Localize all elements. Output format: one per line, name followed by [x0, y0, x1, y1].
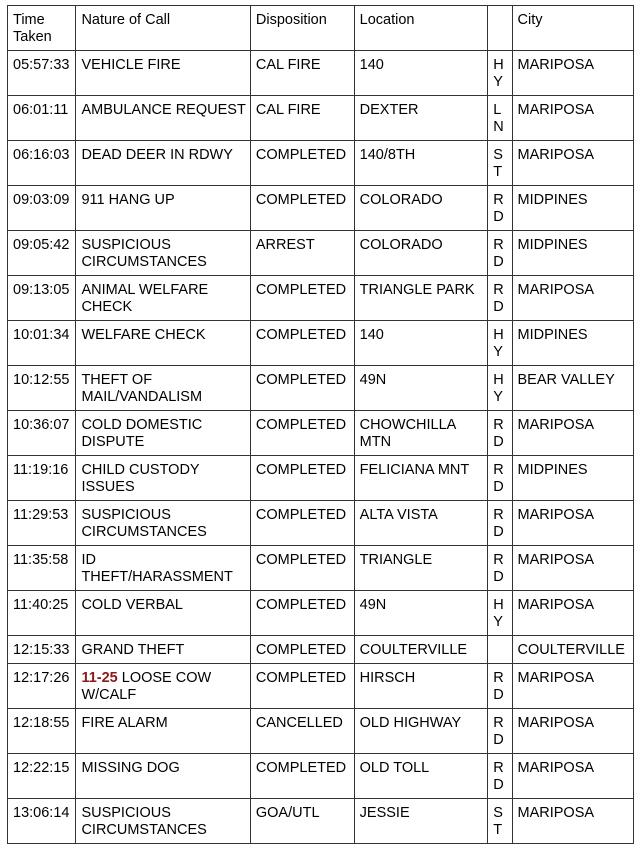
cell-location: HIRSCH — [354, 664, 488, 709]
cell-street-suffix: ST — [488, 141, 512, 186]
cell-city: MARIPOSA — [512, 709, 633, 754]
cell-disposition: CAL FIRE — [250, 51, 354, 96]
cell-disposition: COMPLETED — [250, 186, 354, 231]
nature-text: DEAD DEER IN RDWY — [81, 147, 233, 163]
cell-location: OLD TOLL — [354, 754, 488, 799]
cell-city: MARIPOSA — [512, 799, 633, 844]
cell-city: MIDPINES — [512, 186, 633, 231]
nature-text: COLD DOMESTIC DISPUTE — [81, 417, 203, 450]
cell-disposition: CAL FIRE — [250, 96, 354, 141]
cell-street-suffix — [488, 636, 512, 664]
cell-street-suffix: RD — [488, 186, 512, 231]
cell-city: MARIPOSA — [512, 754, 633, 799]
cell-city: MARIPOSA — [512, 51, 633, 96]
cell-street-suffix: RD — [488, 709, 512, 754]
table-row — [8, 799, 634, 844]
cell-disposition: COMPLETED — [250, 456, 354, 501]
incident-code: 11-25 — [81, 670, 118, 686]
cell-time: 11:40:25 — [8, 591, 76, 636]
cell-city: COULTERVILLE — [512, 636, 633, 664]
cell-disposition: CANCELLED — [250, 709, 354, 754]
table-row — [8, 231, 634, 276]
cell-time: 09:13:05 — [8, 276, 76, 321]
cell-city: MARIPOSA — [512, 141, 633, 186]
cell-location: COLORADO — [354, 231, 488, 276]
cell-nature-of-call — [76, 546, 250, 591]
cell-time: 10:12:55 — [8, 366, 76, 411]
nature-text: SUSPICIOUS CIRCUMSTANCES — [81, 237, 207, 270]
header-city: City — [512, 6, 633, 51]
cell-city: MARIPOSA — [512, 276, 633, 321]
cell-city: MARIPOSA — [512, 664, 633, 709]
cell-street-suffix: HY — [488, 321, 512, 366]
table-row — [8, 411, 634, 456]
table-row — [8, 664, 634, 709]
table-row — [8, 636, 634, 664]
call-log-table — [7, 5, 634, 844]
cell-city: MARIPOSA — [512, 96, 633, 141]
cell-street-suffix: HY — [488, 591, 512, 636]
cell-city: MARIPOSA — [512, 411, 633, 456]
cell-time: 10:36:07 — [8, 411, 76, 456]
nature-text: CHILD CUSTODY ISSUES — [81, 462, 200, 495]
cell-location: TRIANGLE — [354, 546, 488, 591]
cell-city: MIDPINES — [512, 456, 633, 501]
nature-text: SUSPICIOUS CIRCUMSTANCES — [81, 805, 207, 838]
table-row — [8, 51, 634, 96]
cell-city: BEAR VALLEY — [512, 366, 633, 411]
cell-location: ALTA VISTA — [354, 501, 488, 546]
cell-nature-of-call — [76, 321, 250, 366]
table-row — [8, 96, 634, 141]
nature-text: ID THEFT/HARASSMENT — [81, 552, 233, 585]
cell-location: 49N — [354, 366, 488, 411]
cell-nature-of-call — [76, 799, 250, 844]
cell-street-suffix: RD — [488, 546, 512, 591]
cell-city: MIDPINES — [512, 321, 633, 366]
cell-location: CHOWCHILLA MTN — [354, 411, 488, 456]
cell-time: 12:15:33 — [8, 636, 76, 664]
cell-disposition: COMPLETED — [250, 411, 354, 456]
cell-location: JESSIE — [354, 799, 488, 844]
nature-text: COLD VERBAL — [81, 597, 183, 613]
cell-street-suffix: HY — [488, 51, 512, 96]
nature-text: 911 HANG UP — [81, 192, 175, 208]
nature-text: SUSPICIOUS CIRCUMSTANCES — [81, 507, 207, 540]
header-time-taken: Time Taken — [8, 6, 76, 51]
cell-disposition: COMPLETED — [250, 321, 354, 366]
cell-nature-of-call — [76, 366, 250, 411]
cell-disposition: COMPLETED — [250, 754, 354, 799]
cell-time: 11:19:16 — [8, 456, 76, 501]
cell-time: 09:03:09 — [8, 186, 76, 231]
nature-text: ANIMAL WELFARE CHECK — [81, 282, 209, 315]
cell-disposition: COMPLETED — [250, 591, 354, 636]
table-row — [8, 186, 634, 231]
cell-location: 49N — [354, 591, 488, 636]
cell-time: 06:16:03 — [8, 141, 76, 186]
cell-time: 05:57:33 — [8, 51, 76, 96]
cell-street-suffix: RD — [488, 754, 512, 799]
cell-nature-of-call — [76, 411, 250, 456]
nature-text: LOOSE COW W/CALF — [81, 670, 212, 703]
cell-nature-of-call — [76, 501, 250, 546]
table-row — [8, 754, 634, 799]
table-row — [8, 321, 634, 366]
header-street-suffix — [488, 6, 512, 51]
cell-city: MARIPOSA — [512, 501, 633, 546]
cell-nature-of-call — [76, 276, 250, 321]
nature-text: WELFARE CHECK — [81, 327, 206, 343]
cell-time: 06:01:11 — [8, 96, 76, 141]
nature-text: MISSING DOG — [81, 760, 180, 776]
nature-text: GRAND THEFT — [81, 642, 185, 658]
cell-nature-of-call — [76, 96, 250, 141]
cell-location: OLD HIGHWAY — [354, 709, 488, 754]
table-row — [8, 366, 634, 411]
cell-nature-of-call — [76, 636, 250, 664]
cell-location: DEXTER — [354, 96, 488, 141]
cell-street-suffix: RD — [488, 411, 512, 456]
cell-disposition: ARREST — [250, 231, 354, 276]
table-row — [8, 456, 634, 501]
cell-street-suffix: RD — [488, 664, 512, 709]
cell-street-suffix: RD — [488, 231, 512, 276]
cell-location: 140/8TH — [354, 141, 488, 186]
table-row — [8, 141, 634, 186]
table-row — [8, 501, 634, 546]
cell-disposition: COMPLETED — [250, 276, 354, 321]
cell-street-suffix: ST — [488, 799, 512, 844]
table-row — [8, 546, 634, 591]
cell-nature-of-call — [76, 664, 250, 709]
cell-time: 10:01:34 — [8, 321, 76, 366]
header-location: Location — [354, 6, 488, 51]
cell-time: 11:35:58 — [8, 546, 76, 591]
nature-text: AMBULANCE REQUEST — [81, 102, 246, 118]
cell-city: MARIPOSA — [512, 546, 633, 591]
nature-text: VEHICLE FIRE — [81, 57, 181, 73]
cell-nature-of-call — [76, 591, 250, 636]
cell-disposition: COMPLETED — [250, 501, 354, 546]
cell-nature-of-call — [76, 754, 250, 799]
cell-disposition: GOA/UTL — [250, 799, 354, 844]
nature-text: FIRE ALARM — [81, 715, 168, 731]
cell-disposition: COMPLETED — [250, 141, 354, 186]
cell-disposition: COMPLETED — [250, 636, 354, 664]
cell-time: 13:06:14 — [8, 799, 76, 844]
cell-nature-of-call — [76, 456, 250, 501]
cell-location: 140 — [354, 321, 488, 366]
cell-location: COULTERVILLE — [354, 636, 488, 664]
header-nature-of-call: Nature of Call — [76, 6, 250, 51]
cell-location: TRIANGLE PARK — [354, 276, 488, 321]
cell-nature-of-call — [76, 51, 250, 96]
cell-city: MARIPOSA — [512, 591, 633, 636]
cell-nature-of-call — [76, 186, 250, 231]
cell-city: MIDPINES — [512, 231, 633, 276]
table-header — [8, 6, 634, 51]
cell-nature-of-call — [76, 231, 250, 276]
cell-disposition: COMPLETED — [250, 366, 354, 411]
cell-time: 12:22:15 — [8, 754, 76, 799]
cell-time: 12:18:55 — [8, 709, 76, 754]
nature-text: THEFT OF MAIL/VANDALISM — [81, 372, 203, 405]
cell-street-suffix: RD — [488, 456, 512, 501]
table-body — [8, 51, 634, 844]
cell-location: COLORADO — [354, 186, 488, 231]
cell-nature-of-call — [76, 141, 250, 186]
cell-location: 140 — [354, 51, 488, 96]
cell-street-suffix: HY — [488, 366, 512, 411]
cell-time: 11:29:53 — [8, 501, 76, 546]
header-disposition: Disposition — [250, 6, 354, 51]
header-row — [8, 6, 634, 51]
cell-time: 09:05:42 — [8, 231, 76, 276]
cell-street-suffix: RD — [488, 501, 512, 546]
cell-street-suffix: RD — [488, 276, 512, 321]
table-row — [8, 276, 634, 321]
cell-disposition: COMPLETED — [250, 664, 354, 709]
cell-disposition: COMPLETED — [250, 546, 354, 591]
table-row — [8, 591, 634, 636]
cell-location: FELICIANA MNT — [354, 456, 488, 501]
cell-time: 12:17:26 — [8, 664, 76, 709]
cell-street-suffix: LN — [488, 96, 512, 141]
